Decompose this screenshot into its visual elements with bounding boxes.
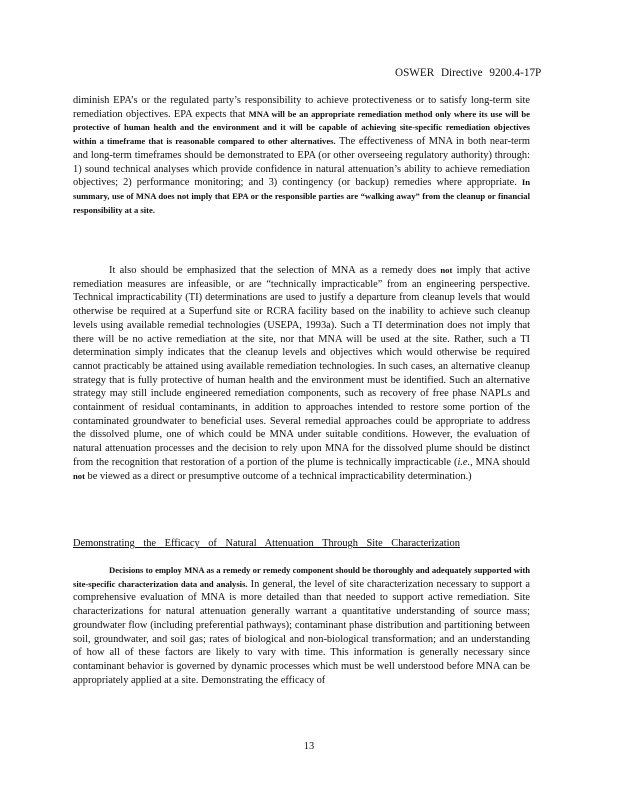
bold-not: not: [73, 470, 85, 481]
paragraph-text: imply that active remediation measures are infeasible, or are “technically impracticable” from an engineering perspective. Technical impracticability (TI) determinations are used to justify a departure from cleanup levels that would otherwise be required at a Superfund site or RCRA facility based on the inability to achieve such cleanup levels using available remedial technologies (USEPA, 1993a). Such a TI determination does not imply that there will be no active remediation at the site, nor that MNA will be used at the site. Rather, such a TI determination simply indicates that the cleanup levels and objectives which would otherwise be required cannot practicably be attained using available remediation technologies. In such cases, an alternative cleanup strategy that is fully protective of human health and the environment must be identified. Such an alternative strategy may still include engineered remediation components, such as recovery of free phase NAPLs and containment of residual contaminants, in addition to approaches intended to restore some portion of the contaminated groundwater to beneficial uses. Several remedial approaches could be appropriate to address the dissolved plume, one of which could be MNA under suitable conditions. However, the evaluation of natural attenuation processes and the decision to rely upon MNA for the dissolved plume should be distinct from the recognition that restoration of a portion of the plume is technically impracticable (: [73, 265, 530, 468]
paragraph-text: It also should be emphasized that the selection of MNA as a remedy does: [109, 265, 441, 276]
italic-ie: i.e.: [457, 456, 471, 468]
bold-statement: MNA will be an appropriate remediation method only where its use will be protective of human health and the environment and it will be capable of achieving site-specific remediation objectives within a timeframe that is reasonable compared to other alternatives.: [73, 108, 530, 147]
directive-header: OSWER Directive 9200.4-17P: [395, 67, 542, 79]
section-heading: Demonstrating the Efficacy of Natural Attenuation Through Site Characterization: [73, 538, 460, 549]
paragraph-text: In general, the level of site characterization necessary to support a comprehensive evaluation of MNA is more detailed than that needed to support active remediation. Site characterizations for natural attenuation generally warrant a quantitative understanding of source mass; groundwater flow (including preferential pathways); contaminant phase distribution and partitioning between soil, groundwater, and soil gas; rates of biological and non-biological transformation; and an understanding of how all of these factors are likely to vary with time. This information is generally necessary since contaminant behavior is governed by dynamic processes which must be well understood before MNA can be appropriately applied at a site. Demonstrating the efficacy of: [73, 578, 530, 686]
paragraph-text: , MNA should: [470, 456, 530, 468]
bold-statement: Decisions to employ MNA as a remedy or remedy component should be thoroughly and adequately supported with site-specific characterization data and analysis.: [73, 565, 530, 589]
paragraph-remediation-expectations: [73, 94, 530, 217]
paragraph-text: be viewed as a direct or presumptive outcome of a technical impracticability determination.): [84, 470, 472, 482]
paragraph-text: The effectiveness of MNA in both near-term and long-term timeframes should be demonstrated to EPA (or other overseeing regulatory authority) through: 1) sound technical analyses which provide confidence in natural attenuation’s ability to achieve remediation objectives; 2) performance monitoring; and 3) contingency (or backup) remedies where appropriate.: [73, 136, 531, 189]
bold-summary: In summary, use of MNA does not imply that EPA or the responsible parties are “walking away” from the cleanup or financial responsibility at a site.: [73, 177, 530, 215]
bold-not: not: [440, 265, 453, 275]
paragraph-site-characterization: [73, 564, 530, 687]
paragraph-text: diminish EPA’s or the regulated party’s responsibility to achieve protectiveness or to satisfy long-term site remediation objectives. EPA expects that: [73, 95, 530, 120]
paragraph-technical-impracticability: [73, 264, 530, 483]
page-number: 13: [303, 741, 315, 752]
